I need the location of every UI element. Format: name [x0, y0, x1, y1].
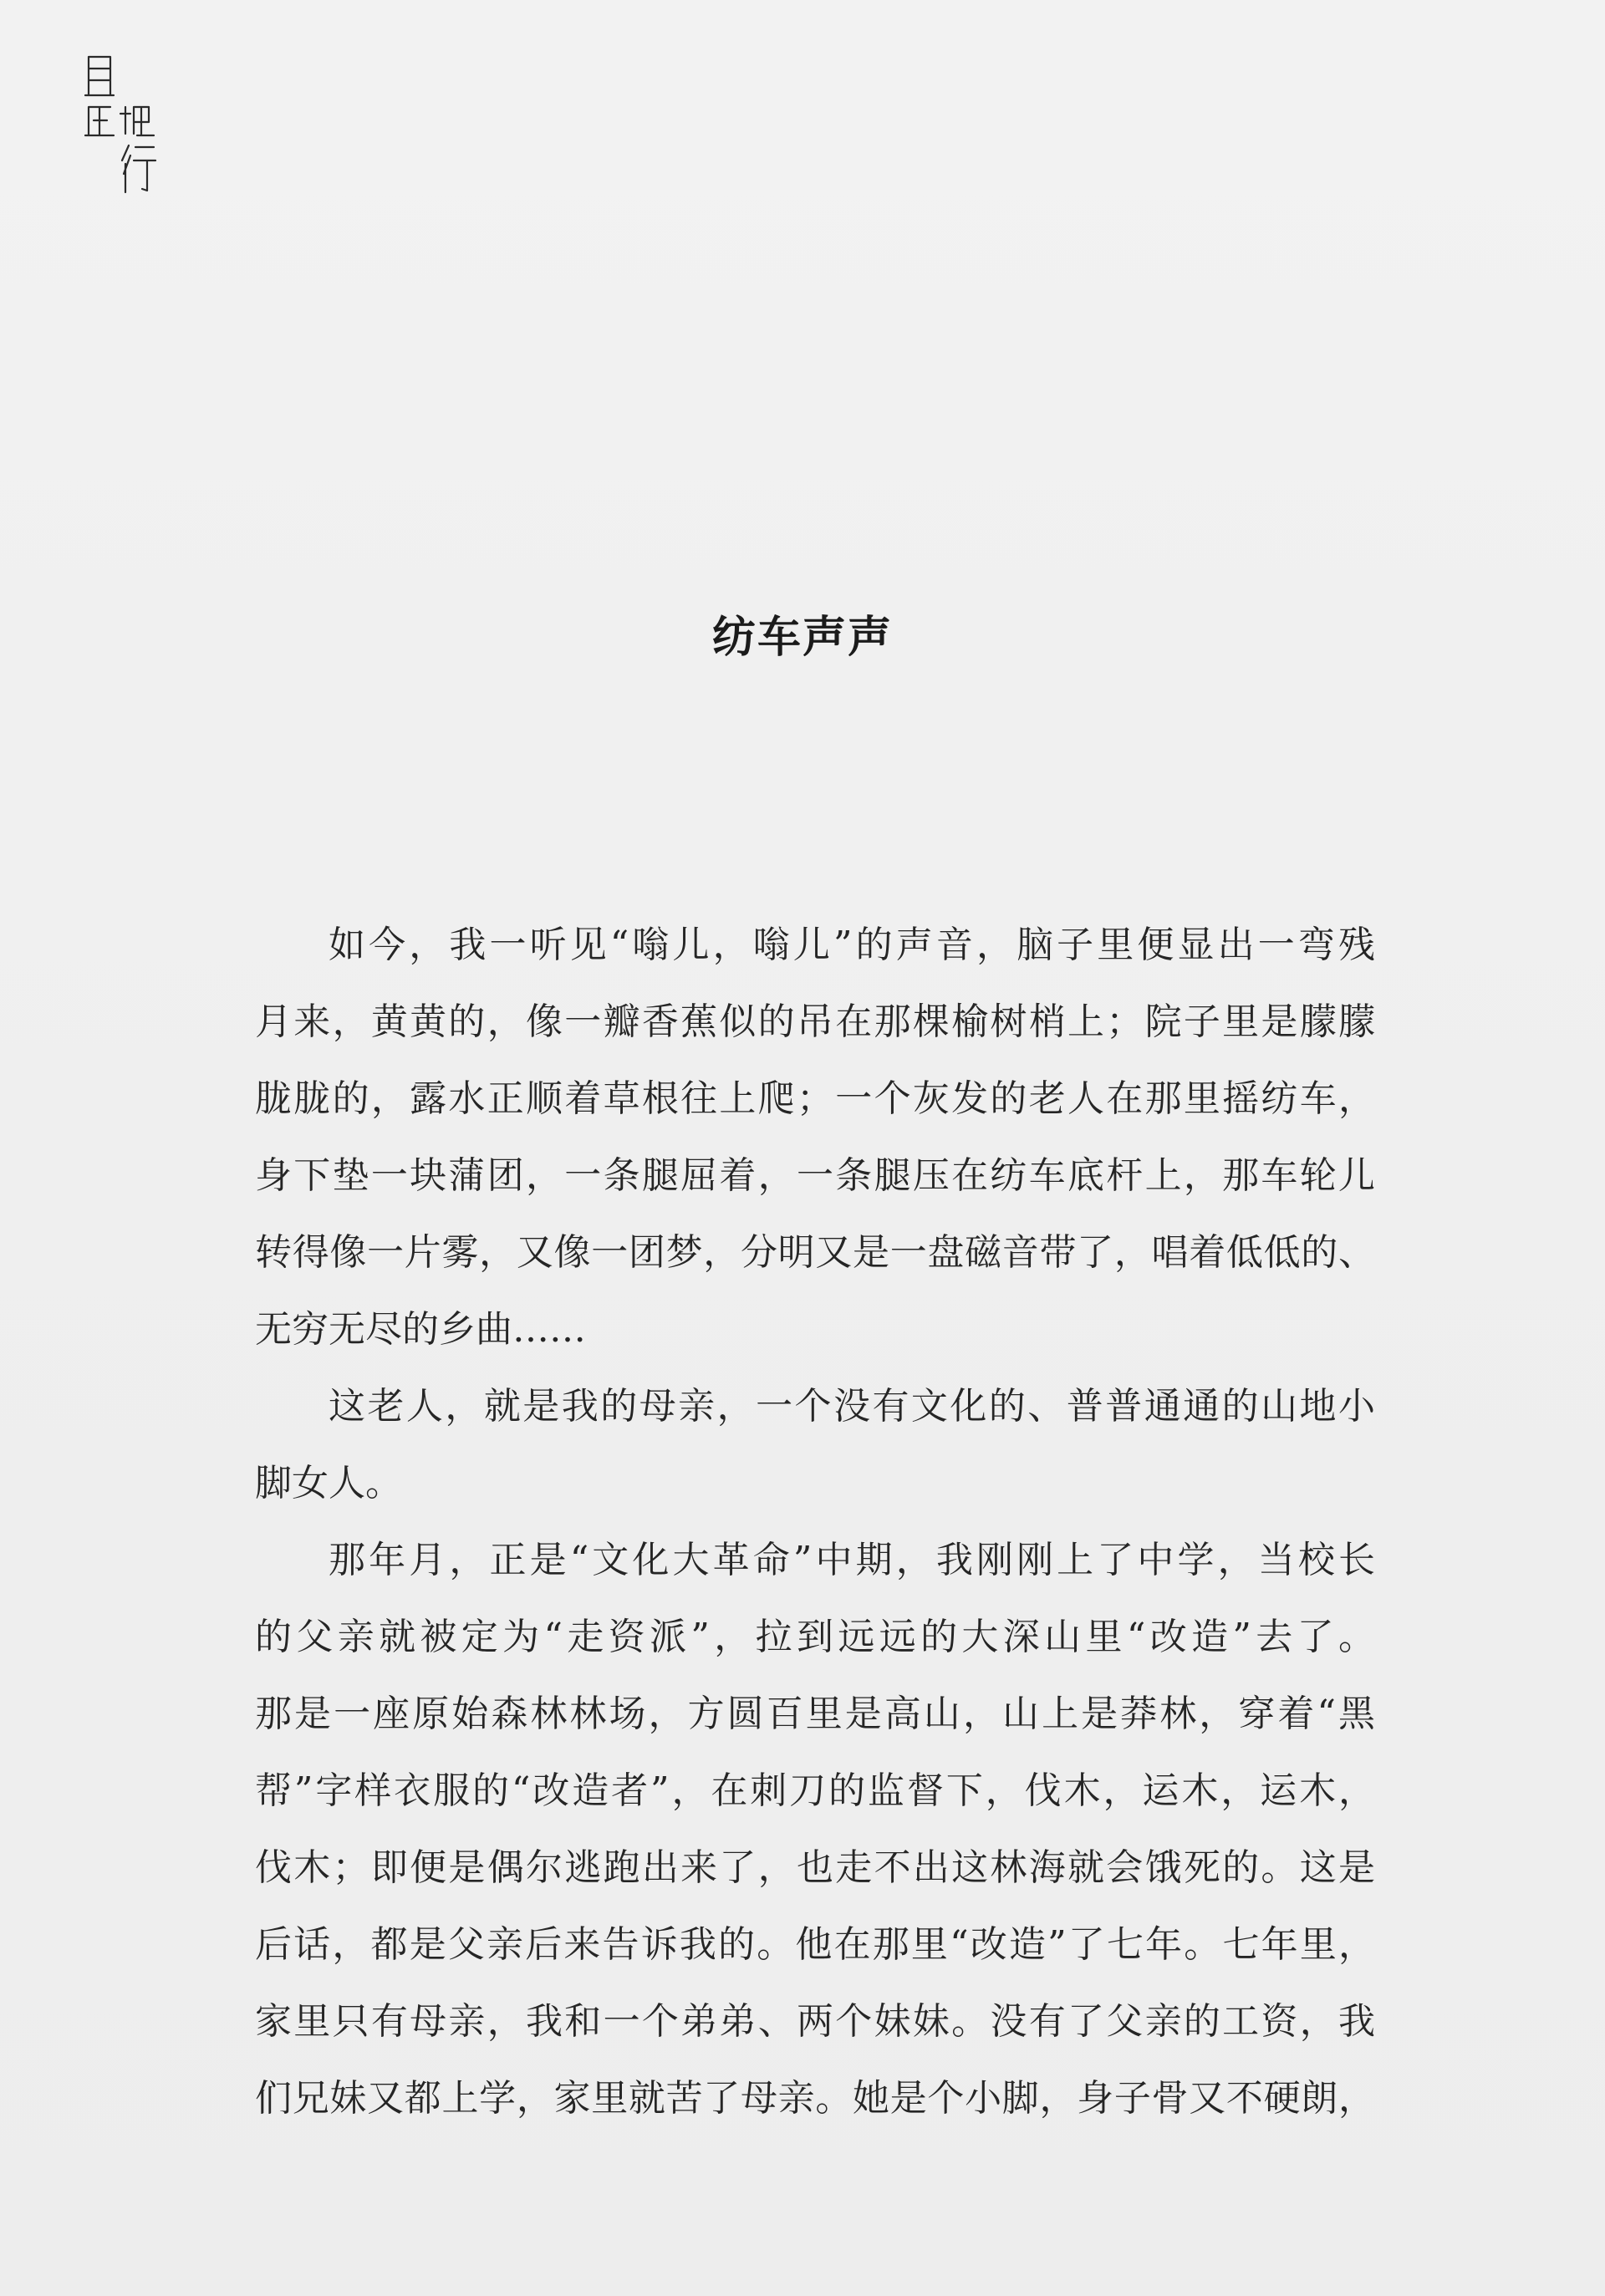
logo-mark	[82, 52, 157, 194]
paragraph-line: 这老人，就是我的母亲，一个没有文化的、普普通通的山地小	[329, 1385, 1375, 1428]
paragraph-line: 那是一座原始森林林场，方圆百里是高山，山上是莽林，穿着“黑	[255, 1693, 1375, 1735]
paragraph-line: 后话，都是父亲后来告诉我的。他在那里“改造”了七年。七年里，	[255, 1923, 1375, 1966]
article-body	[255, 907, 1375, 2137]
paragraph-line: 月来，黄黄的，像一瓣香蕉似的吊在那棵榆树梢上；院子里是朦朦	[255, 1000, 1375, 1043]
paragraph-line: 们兄妹又都上学，家里就苦了母亲。她是个小脚，身子骨又不硬朗，	[255, 2077, 1375, 2120]
paragraph-line: 的父亲就被定为“走资派”，拉到远远的大深山里“改造”去了。	[255, 1616, 1375, 1658]
paragraph-line: 转得像一片雾，又像一团梦，分明又是一盘磁音带了，唱着低低的、	[255, 1231, 1375, 1274]
paragraph-line: 身下垫一块蒲团，一条腿屈着，一条腿压在纺车底杆上，那车轮儿	[255, 1154, 1375, 1197]
article-title: 纺车声声	[711, 612, 893, 663]
paragraph-line: 伐木；即便是偶尔逃跑出来了，也走不出这林海就会饿死的。这是	[255, 1846, 1375, 1889]
logo-calligraphy-icon	[82, 52, 157, 194]
paragraph-line: 帮”字样衣服的“改造者”，在刺刀的监督下，伐木，运木，运木，	[255, 1769, 1375, 1812]
paragraph-line: 脚女人。	[255, 1462, 402, 1504]
paragraph-line: 如今，我一听见“嗡儿，嗡儿”的声音，脑子里便显出一弯残	[329, 924, 1375, 966]
paragraph-line: 胧胧的，露水正顺着草根往上爬；一个灰发的老人在那里摇纺车，	[255, 1077, 1375, 1120]
paragraph-line: 无穷无尽的乡曲……	[255, 1308, 586, 1351]
paragraph-line: 那年月，正是“文化大革命”中期，我刚刚上了中学，当校长	[329, 1539, 1375, 1581]
paragraph-line: 家里只有母亲，我和一个弟弟、两个妹妹。没有了父亲的工资，我	[255, 2000, 1375, 2043]
